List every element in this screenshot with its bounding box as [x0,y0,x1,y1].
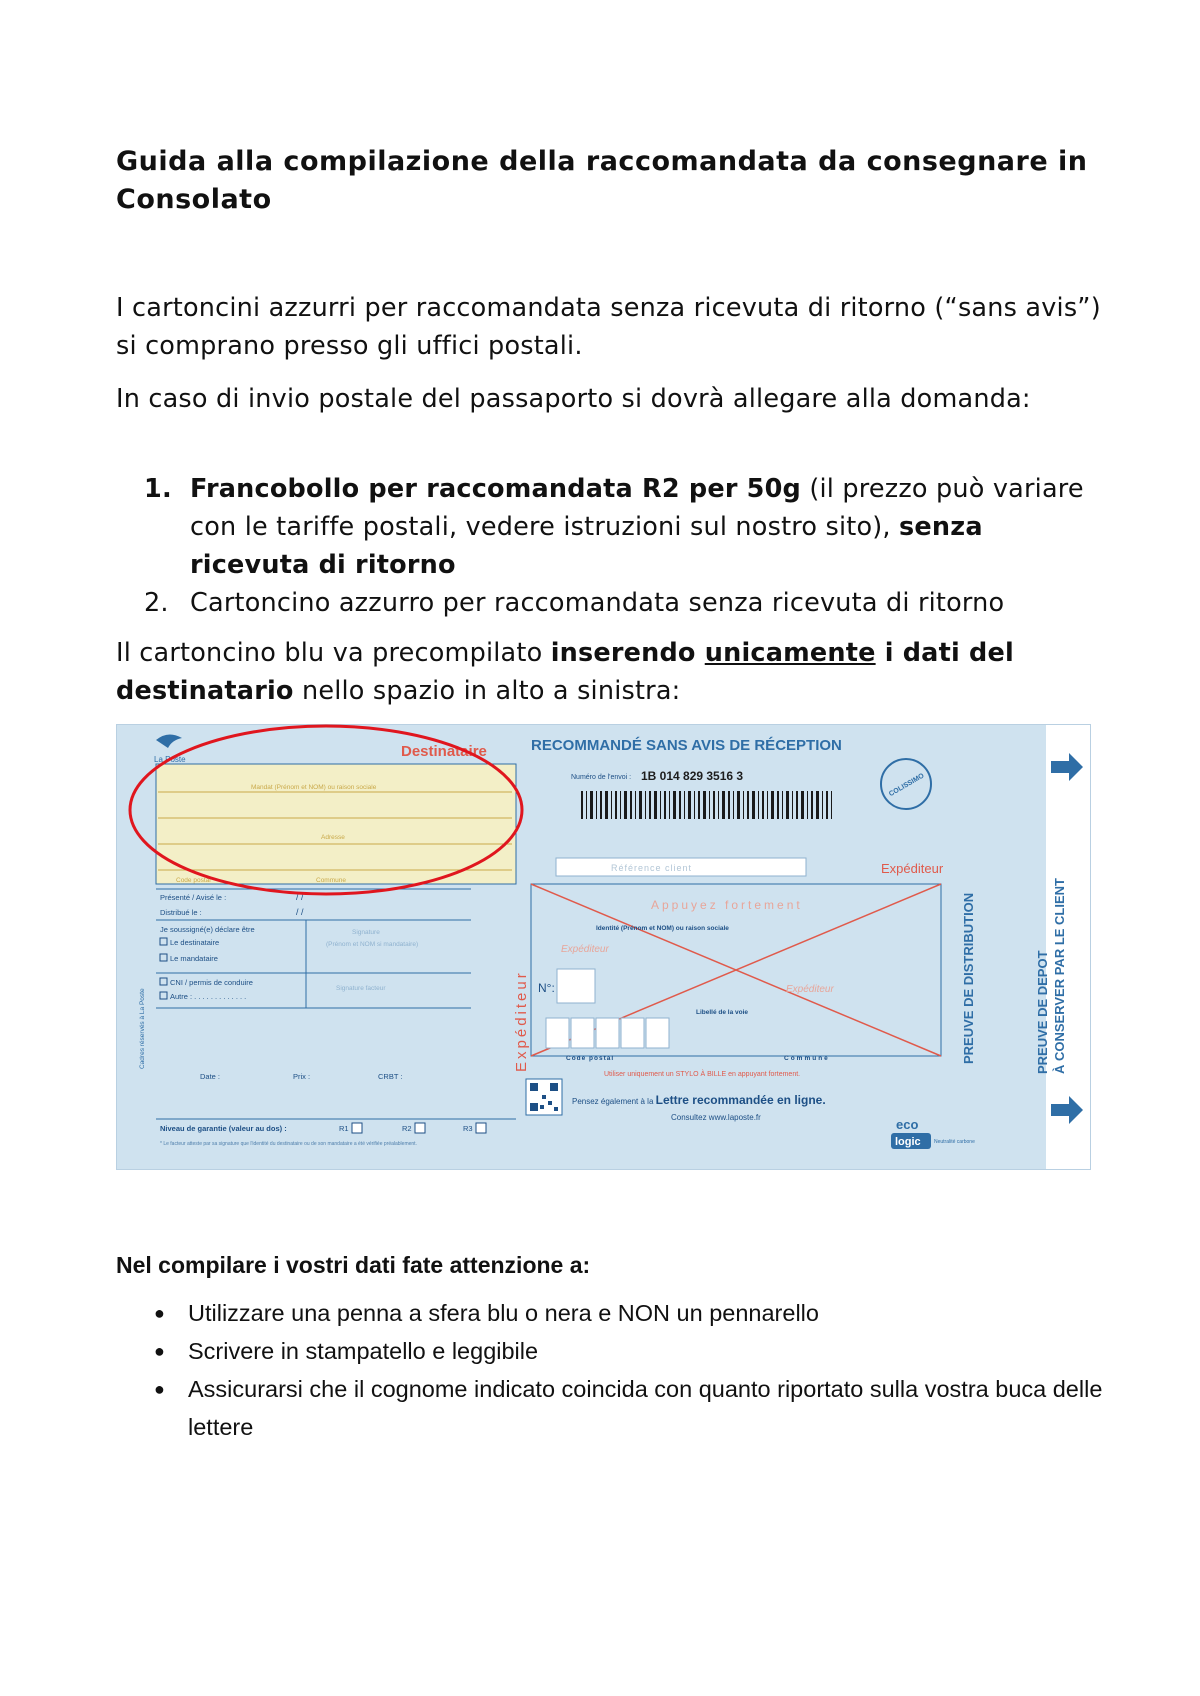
svg-text:/ /: / / [296,892,304,902]
expediteur-label: Expéditeur [881,861,944,876]
facteur-signature-hint: Signature facteur [336,985,386,992]
signature-hint: Signature [352,929,380,936]
code-postal-exp-label: Code postal [566,1055,615,1062]
reference-hint: Référence client [611,863,693,873]
distribue-label: Distribué le : [160,908,202,917]
instruction-paragraph: Il cartoncino blu va precompilato inserendo unicamente i dati del destinatario nello spazio in alto a sinistra: [116,638,1014,706]
destinataire-label: Destinataire [401,743,487,760]
bullet-list [116,1294,1106,1446]
list-number: 2. [144,588,169,618]
niveau-label: Niveau de garantie (valeur au dos) : [160,1124,287,1133]
list-item [116,584,1106,622]
preuve-distribution-label: PREUVE DE DISTRIBUTION [961,892,976,1064]
registered-mail-form-image [116,724,1091,1170]
numbered-list [116,470,1106,622]
r3-label: R3 [463,1124,473,1133]
list-number: 1. [144,474,172,504]
autre-label: Autre : . . . . . . . . . . . . . [170,992,247,1001]
logic-label: logic [895,1136,921,1148]
identite-label: Identité (Prénom et NOM) ou raison sociale [596,925,729,932]
eco-tag: Neutralité carbone [934,1139,975,1145]
list-item: ● Utilizzare una penna a sfera blu o nera e NON un pennarello [116,1294,1106,1332]
card-requirement: Cartoncino azzurro per raccomandata senza ricevuta di ritorno [190,588,1005,618]
footnote-text: * Le facteur atteste par sa signature que l'identité du destinataire ou de son mandataire a été vérifiée préalablement. [160,1141,417,1147]
stamp-requirement: Francobollo per raccomandata R2 per 50g [190,474,802,504]
recipient-box [156,764,516,884]
list-item: ● Assicurarsi che il cognome indicato coincida con quanto riportato sulla vostra buca delle lettere [116,1370,1106,1446]
svg-text:/ /: / / [296,907,304,917]
expediteur-vertical-label: Expéditeur [513,970,530,1072]
attention-heading: Nel compilare i vostri dati fate attenzione a: [116,1252,591,1278]
recipient-name-hint: Mandat (Prénom et NOM) ou raison sociale [251,784,377,791]
underlined-emphasis: unicamente [704,638,876,668]
numero-label: Numéro de l'envoi : [571,774,632,781]
tracking-number: 1B 014 829 3516 3 [641,769,744,783]
crbt-label: CRBT : [378,1072,403,1081]
lettre-en-ligne-text: Pensez également à la Lettre recommandée en ligne. [572,1093,826,1107]
form-header: RECOMMANDÉ SANS AVIS DE RÉCEPTION [531,737,842,754]
recipient-postcode-hint: Code postal [176,877,211,884]
stylo-warning: Utiliser uniquement un STYLO À BILLE en appuyant fortement. [604,1071,801,1078]
bullet-icon: ● [154,1379,165,1399]
le-destinataire-label: Le destinataire [170,938,220,947]
r2-checkbox [415,1123,425,1133]
stamp-note: (il prezzo può variare con le tariffe postali, vedere istruzioni sul nostro sito), [190,474,1084,542]
brand-label: La Poste [154,755,186,764]
recipient-address-hint: Adresse [321,834,345,841]
consultez-text: Consultez www.laposte.fr [671,1113,761,1122]
libelle-label: Libellé de la voie [696,1009,749,1016]
presente-label: Présenté / Avisé le : [160,893,227,902]
eco-label: eco [896,1117,919,1132]
prix-label: Prix : [293,1072,311,1081]
requirements-paragraph: In caso di invio postale del passaporto si dovrà allegare alla domanda: [116,384,1031,414]
r2-label: R2 [402,1124,412,1133]
no-return-receipt: senza ricevuta di ritorno [190,512,983,580]
appuyez-hint: Appuyez fortement [651,898,803,912]
date-label: Date : [200,1072,221,1081]
commune-exp-label: Commune [784,1055,830,1062]
le-mandataire-label: Le mandataire [170,954,218,963]
signature-sub-hint: (Prénom et NOM si mandataire) [326,941,419,948]
preuve-depot-label: PREUVE DE DEPOT [1035,950,1050,1074]
colissimo-label: COLISSIMO [887,772,926,799]
conserver-label: À CONSERVER PAR LE CLIENT [1052,878,1067,1074]
expediteur-watermark-1: Expéditeur [561,944,609,955]
no-label: N°: [538,981,555,995]
list-item [116,470,1106,584]
bullet-icon: ● [154,1341,165,1361]
r1-label: R1 [339,1124,349,1133]
intro-paragraph: I cartoncini azzurri per raccomandata senza ricevuta di ritorno (“sans avis”) si comprano presso gli uffici postali. [116,293,1101,361]
bullet-icon: ● [154,1303,165,1323]
reserved-area-label: Cadres réservés à La Poste [139,988,146,1069]
r1-checkbox [352,1123,362,1133]
page-title: Guida alla compilazione della raccomandata da consegnare in Consolato [116,146,1088,215]
recipient-commune-hint: Commune [316,877,346,884]
expediteur-watermark-2: Expéditeur [786,984,834,995]
number-box [557,969,595,1003]
r3-checkbox [476,1123,486,1133]
cni-label: CNI / permis de conduire [170,978,253,987]
soussigne-label: Je soussigné(e) déclare être [160,925,255,934]
list-item: ● Scrivere in stampatello e leggibile [116,1332,1106,1370]
